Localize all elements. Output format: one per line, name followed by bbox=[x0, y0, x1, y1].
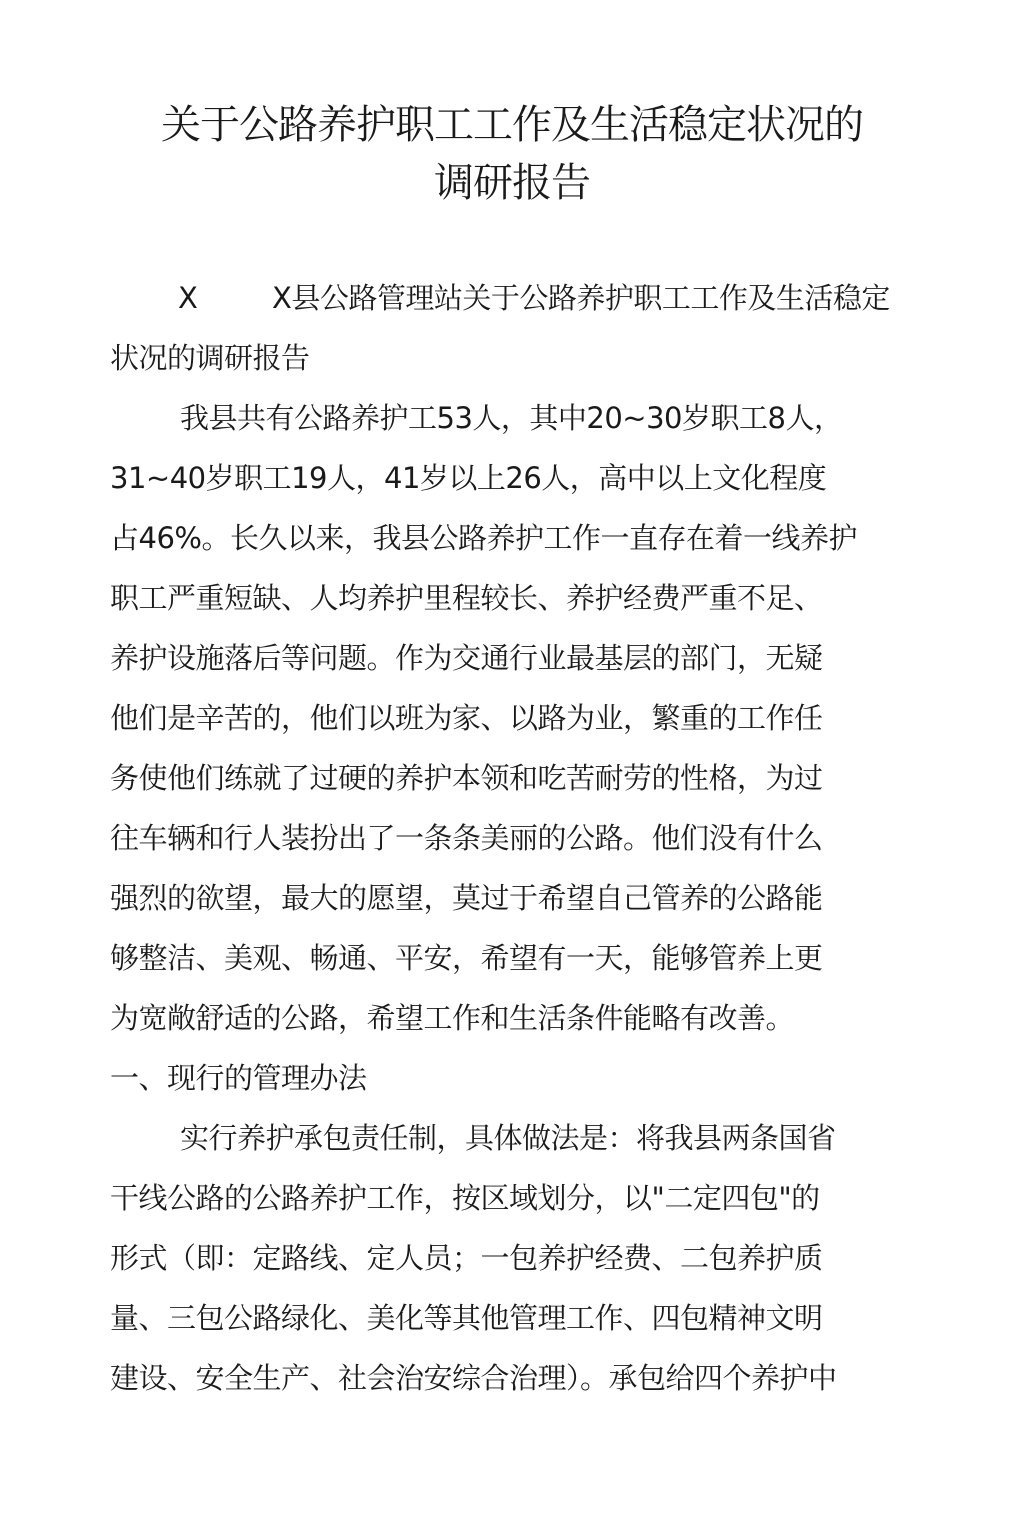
subtitle-prefix: X bbox=[178, 281, 198, 315]
paragraph-1-line: 为宽敞舒适的公路，希望工作和生活条件能略有改善。 bbox=[110, 1001, 795, 1035]
paragraph-2-line: 实行养护承包责任制，具体做法是：将我县两条国省 bbox=[180, 1121, 836, 1155]
paragraph-2-line: 量、三包公路绿化、美化等其他管理工作、四包精神文明 bbox=[110, 1301, 823, 1335]
subtitle-line-2: 状况的调研报告 bbox=[110, 341, 310, 375]
paragraph-1-line: 务使他们练就了过硬的养护本领和吃苦耐劳的性格，为过 bbox=[110, 761, 823, 795]
paragraph-1-line: 往车辆和行人装扮出了一条条美丽的公路。他们没有什么 bbox=[110, 821, 823, 855]
paragraph-2-line: 建设、安全生产、社会治安综合治理）。承包给四个养护中 bbox=[110, 1361, 837, 1395]
document-title-line-2: 调研报告 bbox=[434, 160, 590, 206]
document-title-line-1: 关于公路养护职工工作及生活稳定状况的 bbox=[161, 102, 863, 148]
paragraph-1-line: 占46%。长久以来，我县公路养护工作一直存在着一线养护 bbox=[110, 521, 857, 555]
paragraph-1-line: 他们是辛苦的，他们以班为家、以路为业，繁重的工作任 bbox=[110, 701, 823, 735]
paragraph-1-line: 31~40岁职工19人，41岁以上26人，高中以上文化程度 bbox=[110, 461, 827, 495]
paragraph-1-line: 强烈的欲望，最大的愿望，莫过于希望自己管养的公路能 bbox=[110, 881, 823, 915]
paragraph-1-line: 我县共有公路养护工53人，其中20~30岁职工8人， bbox=[180, 401, 843, 435]
section-1-heading: 一、现行的管理办法 bbox=[110, 1061, 367, 1095]
paragraph-2-line: 干线公路的公路养护工作，按区域划分，以"二定四包"的 bbox=[110, 1181, 820, 1215]
subtitle-line-1: X县公路管理站关于公路养护职工工作及生活稳定 bbox=[272, 281, 890, 315]
paragraph-1-line: 养护设施落后等问题。作为交通行业最基层的部门，无疑 bbox=[110, 641, 823, 675]
paragraph-1-line: 职工严重短缺、人均养护里程较长、养护经费严重不足、 bbox=[110, 581, 823, 615]
paragraph-1-line: 够整洁、美观、畅通、平安，希望有一天，能够管养上更 bbox=[110, 941, 823, 975]
paragraph-2-line: 形式（即：定路线、定人员；一包养护经费、二包养护质 bbox=[110, 1241, 823, 1275]
